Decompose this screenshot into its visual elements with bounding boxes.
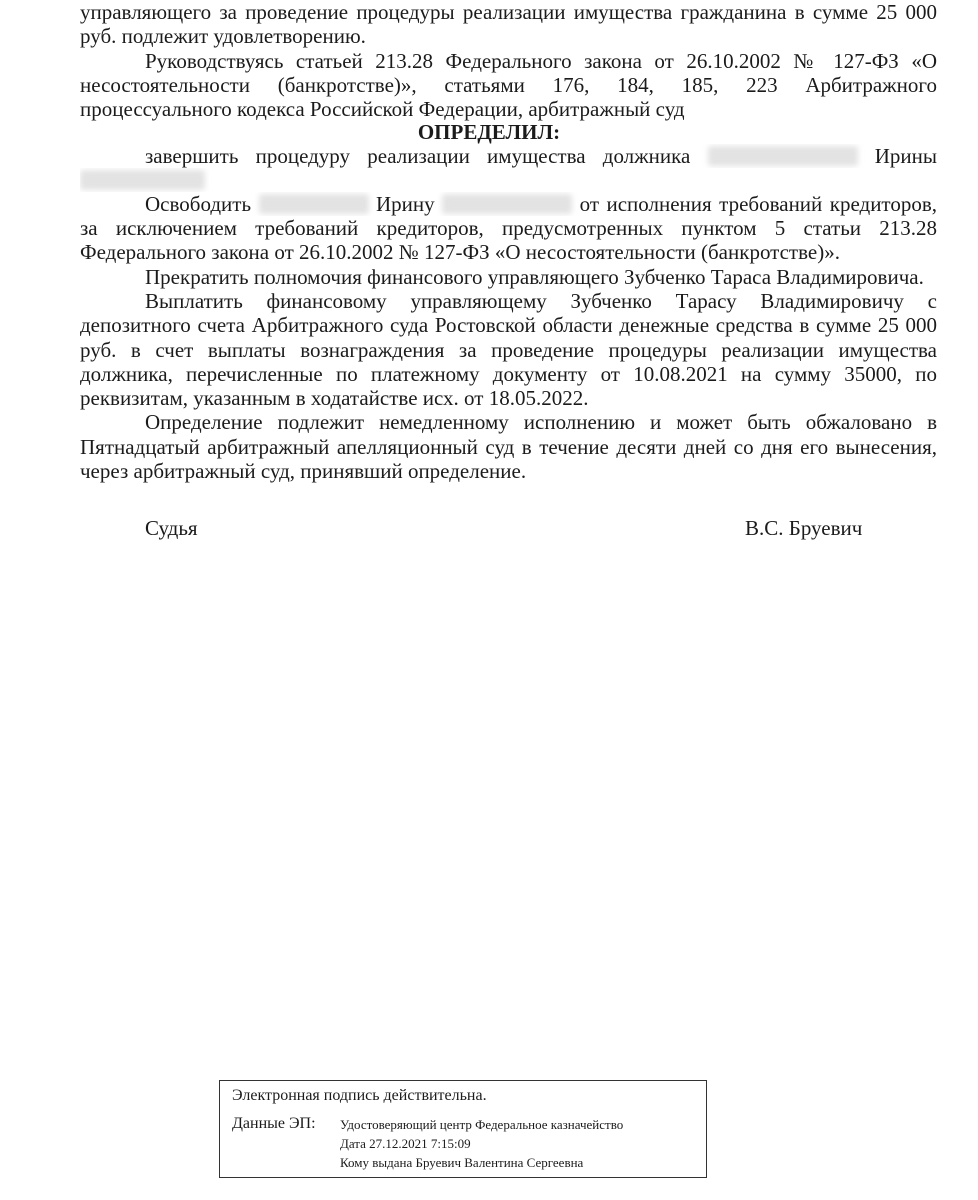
text-line: управляющего за проведение процедуры реализации имущества гражданина в сумме 25 000: [80, 0, 937, 24]
text-line: [145, 144, 937, 168]
text-line: депозитного счета Арбитражного суда Ростовской области денежные средства в сумме 25 000: [80, 313, 937, 337]
e-signature-owner: Кому выдана Бруевич Валентина Сергеевна: [340, 1155, 584, 1170]
text-line: [145, 192, 937, 216]
text-line: за исключением требований кредиторов, предусмотренных пунктом 5 статьи 213.28: [80, 216, 937, 240]
redacted-patronymic: [80, 170, 205, 190]
redacted-patronymic: [442, 194, 572, 214]
text-fragment: Ирину: [375, 192, 435, 216]
e-signature-status: Электронная подпись действительна.: [232, 1087, 487, 1104]
e-signature-issuer: Удостоверяющий центр Федеральное казначейство: [340, 1117, 624, 1132]
text-line: руб. в счет выплаты вознаграждения за проведение процедуры реализации имущества: [80, 338, 937, 362]
e-signature-stamp: [219, 1080, 707, 1178]
text-line: Выплатить финансовому управляющему Зубченко Тарасу Владимировичу с: [145, 289, 937, 313]
text-fragment: Освободить: [145, 192, 252, 216]
e-signature-date: Дата 27.12.2021 7:15:09: [340, 1136, 471, 1151]
text-line: Пятнадцатый арбитражный апелляционный суд в течение десяти дней со дня его вынесения,: [80, 435, 937, 459]
text-line: должника, перечисленные по платежному документу от 10.08.2021 на сумму 35000, по: [80, 362, 937, 386]
text-line: Прекратить полномочия финансового управляющего Зубченко Тараса Владимировича.: [145, 265, 924, 289]
redacted-surname: [708, 146, 858, 166]
ruling-heading: ОПРЕДЕЛИЛ:: [417, 120, 561, 144]
text-line: реквизитам, указанным в ходатайстве исх. от 18.05.2022.: [80, 386, 589, 410]
text-line: Федерального закона от 26.10.2002 № 127-ФЗ «О несостоятельности (банкротстве)».: [80, 240, 840, 264]
text-line: несостоятельности (банкротстве)», статьями 176, 184, 185, 223 Арбитражного: [80, 73, 937, 97]
text-fragment: Ирины: [874, 144, 937, 168]
e-signature-label: Данные ЭП:: [232, 1115, 316, 1132]
text-line: процессуального кодекса Российской Федерации, арбитражный суд: [80, 97, 685, 121]
judge-title: Судья: [145, 516, 198, 540]
redacted-surname: [259, 194, 369, 214]
text-fragment: завершить процедуру реализации имущества должника: [145, 144, 691, 168]
text-fragment: от исполнения требований кредиторов,: [579, 192, 937, 216]
text-line: Руководствуясь статьей 213.28 Федерального закона от 26.10.2002 № 127-ФЗ «О: [145, 49, 937, 73]
text-line: через арбитражный суд, принявший определение.: [80, 459, 527, 483]
text-line: руб. подлежит удовлетворению.: [80, 24, 366, 48]
text-line: [80, 168, 937, 192]
judge-name: В.С. Бруевич: [745, 516, 863, 540]
text-line: Определение подлежит немедленному исполнению и может быть обжаловано в: [145, 410, 937, 434]
